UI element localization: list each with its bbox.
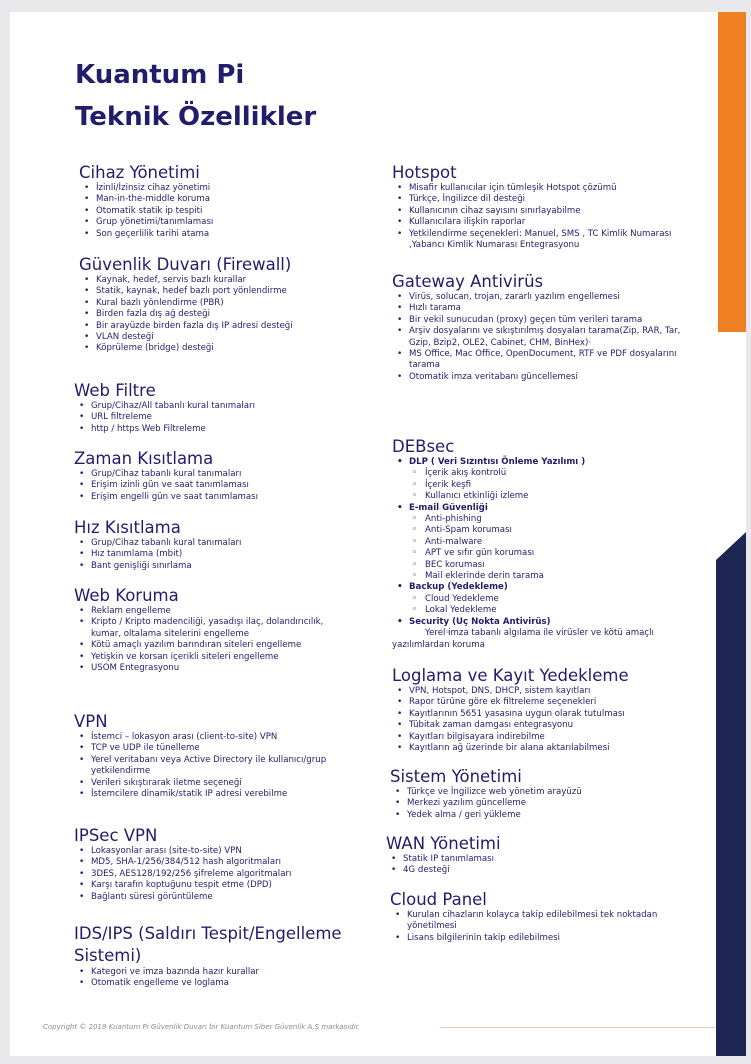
list-item: • Bant genişliği sınırlama <box>74 561 354 572</box>
group-label: • DLP ( Veri Sızıntısı Önleme Yazılımı ) <box>392 457 682 468</box>
section-loglama <box>392 666 682 754</box>
list-item: • Kötü amaçlı yazılım barındıran siteleri engelleme <box>74 640 354 651</box>
list-item: • Tübitak zaman damgası entegrasyonu <box>392 720 682 731</box>
list-item: • Kayıtların ağ üzerinde bir alana aktarılabilmesi <box>392 743 682 754</box>
section-list <box>74 732 354 800</box>
section-wan <box>386 834 676 877</box>
section-list <box>74 846 354 903</box>
list-item: • Otomatik imza veritabanı güncellemesi <box>392 372 682 383</box>
list-item: • İzinli/İzinsiz cihaz yönetimi <box>79 183 359 194</box>
list-item: • Merkezi yazılım güncelleme <box>390 798 680 809</box>
list-item: • Otomatik engelleme ve loglama <box>74 978 374 989</box>
sub-list-item: ◦ Kullanıcı etkinliği izleme <box>392 491 682 502</box>
list-item: • Man-in-the-middle koruma <box>79 194 359 205</box>
list-item: • Grup/Cihaz tabanlı kural tanımaları <box>74 538 354 549</box>
section-heading: IDS/IPS (Saldırı Tespit/Engelleme Sistemi) <box>74 924 342 965</box>
section-webkoruma <box>74 586 354 674</box>
list-item: • Erişim engelli gün ve saat tanımlaması <box>74 492 354 503</box>
list-item: • Kurulan cihazların kolayca takip edilebilmesi tek noktadan yönetilmesi <box>390 910 680 933</box>
section-heading: DEBsec <box>392 437 455 456</box>
section-cihaz <box>79 163 359 240</box>
section-heading: Sistem Yönetimi <box>390 767 522 786</box>
list-item: • Statik, kaynak, hedef bazlı port yönlendirme <box>79 286 359 297</box>
sub-list-item: ◦ İçerik akış kontrolü <box>392 468 682 479</box>
section-heading: Web Koruma <box>74 586 179 605</box>
title-line-1: Kuantum Pi <box>75 60 245 90</box>
list-item: • Bir arayüzde birden fazla dış IP adresi desteği <box>79 321 359 332</box>
section-list <box>390 910 680 944</box>
section-list <box>386 854 676 877</box>
section-heading: Hotspot <box>392 163 457 182</box>
group-label: • Security (Uç Nokta Antivirüs) <box>392 617 682 628</box>
list-item: • USOM Entegrasyonu <box>74 663 354 674</box>
list-item: • Arşiv dosyalarını ve sıkıştırılmış dosyaları tarama(Zip, RAR, Tar, Gzip, Bzip2, OLE2, Cabinet, CHM, BinHex)· <box>392 326 682 349</box>
section-firewall <box>79 255 359 355</box>
list-item: • TCP ve UDP ile tünelleme <box>74 743 354 754</box>
section-list <box>390 787 680 821</box>
list-item: • Kullanıcılara ilişkin raporlar <box>392 217 682 228</box>
list-item: • Virüs, solucan, trojan, zararlı yazılım engellemesi <box>392 292 682 303</box>
section-vpn <box>74 712 354 800</box>
section-hotspot <box>392 163 682 251</box>
list-item: • Bir vekil sunucudan (proxy) geçen tüm verileri tarama <box>392 315 682 326</box>
list-item: • URL filtreleme <box>74 412 354 423</box>
sub-list-item: ◦ Yerel imza tabanlı algılama ile virüsler ve kötü amaçlı yazılımlardan koruma <box>392 628 682 651</box>
orange-accent-bar <box>718 12 746 332</box>
section-heading: Güvenlik Duvarı (Firewall) <box>79 255 292 274</box>
navy-accent-bar <box>716 532 746 1056</box>
section-heading: Loglama ve Kayıt Yedekleme <box>392 666 629 685</box>
sub-list-item: ◦ Lokal Yedekleme <box>392 605 682 616</box>
section-list <box>74 469 354 503</box>
list-item: • VLAN desteği <box>79 332 359 343</box>
list-item: • Türkçe ve İngilizce web yönetim arayüzü <box>390 787 680 798</box>
list-item: • Otomatik statik ip tespiti <box>79 206 359 217</box>
list-item: • 4G desteği <box>386 865 676 876</box>
section-heading: Hız Kısıtlama <box>74 518 181 537</box>
section-hiz <box>74 518 354 572</box>
list-item: • Karşı tarafın koptuğunu tespit etme (DPD) <box>74 880 354 891</box>
section-list <box>392 686 682 754</box>
list-item: • Hız tanımlama (mbit) <box>74 549 354 560</box>
list-item: • Lisans bilgilerinin takip edilebilmesi <box>390 933 680 944</box>
list-item: • Yetişkin ve korsan içerikli siteleri engelleme <box>74 652 354 663</box>
sub-list-item: ◦ Anti-Spam koruması <box>392 525 682 536</box>
list-item: • VPN, Hotspot, DNS, DHCP, sistem kayıtları <box>392 686 682 697</box>
section-heading: Zaman Kısıtlama <box>74 449 214 468</box>
list-item: • Misafir kullanıcılar için tümleşik Hotspot çözümü <box>392 183 682 194</box>
section-list <box>392 292 682 383</box>
sub-list-item: ◦ Anti-malware <box>392 537 682 548</box>
list-item: • Verileri sıkıştırarak iletme seçeneği <box>74 778 354 789</box>
list-item: • Lokasyonlar arası (site-to-site) VPN <box>74 846 354 857</box>
list-item: • Kaynak, hedef, servis bazlı kurallar <box>79 275 359 286</box>
section-heading: WAN Yönetimi <box>386 834 501 853</box>
section-list <box>79 183 359 240</box>
sub-list-item: ◦ Mail eklerinde derin tarama <box>392 571 682 582</box>
list-item: • Grup/Cihaz/All tabanlı kural tanımaları <box>74 401 354 412</box>
section-webfiltre <box>74 381 354 435</box>
list-item: • MS Office, Mac Office, OpenDocument, RTF ve PDF dosyalarını tarama <box>392 349 682 372</box>
section-heading: Web Filtre <box>74 381 156 400</box>
list-item: • Birden fazla dış ağ desteği <box>79 309 359 320</box>
section-list <box>74 967 374 990</box>
section-ids <box>74 923 374 990</box>
list-item: • Köprüleme (bridge) desteği <box>79 343 359 354</box>
section-list <box>392 183 682 251</box>
list-item: • Grup/Cihaz tabanlı kural tanımaları <box>74 469 354 480</box>
section-list <box>74 538 354 572</box>
section-zaman <box>74 449 354 503</box>
list-item: • MD5, SHA-1/256/384/512 hash algoritmaları <box>74 857 354 868</box>
section-heading: IPSec VPN <box>74 826 158 845</box>
list-item: • Yetkilendirme seçenekleri: Manuel, SMS , TC Kimlik Numarası ,Yabancı Kimlik Numarası Entegrasyonu <box>392 229 682 252</box>
section-list <box>74 401 354 435</box>
list-item: • İstemcilere dinamik/statik IP adresi verebilme <box>74 789 354 800</box>
section-list <box>79 275 359 355</box>
list-item: • Kayıtlarının 5651 yasasına uygun olarak tutulması <box>392 709 682 720</box>
list-item: • Kural bazlı yönlendirme (PBR) <box>79 298 359 309</box>
section-debsec <box>392 437 682 651</box>
list-item: • Statik IP tanımlaması <box>386 854 676 865</box>
section-heading: VPN <box>74 712 108 731</box>
page-title <box>75 54 316 138</box>
list-item: • Reklam engelleme <box>74 606 354 617</box>
list-item: • Kayıtları bilgisayara indirebilme <box>392 732 682 743</box>
list-item: • Türkçe, İngilizce dil desteği <box>392 194 682 205</box>
list-item: • Yedek alma / geri yükleme <box>390 810 680 821</box>
sub-list-item: ◦ BEC koruması <box>392 560 682 571</box>
list-item: • Erişim izinli gün ve saat tanımlaması <box>74 480 354 491</box>
section-sistem <box>390 767 680 821</box>
list-item: • Kullanıcının cihaz sayısını sınırlayabilme <box>392 206 682 217</box>
section-heading: Cihaz Yönetimi <box>79 163 200 182</box>
sub-list-item: ◦ İçerik keşfi <box>392 480 682 491</box>
section-cloud <box>390 890 680 944</box>
list-item: • İstemci – lokasyon arası (client-to-site) VPN <box>74 732 354 743</box>
section-list <box>74 606 354 674</box>
viewer-top-strip <box>0 0 751 12</box>
section-heading: Cloud Panel <box>390 890 487 909</box>
section-heading: Gateway Antivirüs <box>392 272 544 291</box>
list-item: • Hızlı tarama <box>392 303 682 314</box>
document-page <box>10 12 746 1056</box>
sub-list-item: ◦ APT ve sıfır gün koruması <box>392 548 682 559</box>
copyright-footer: Copyright © 2019 Kuantum Pi Güvenlik Duvarı bir Kuantum Siber Güvenlik A.Ş markasıdır. <box>43 1023 361 1031</box>
list-item: • Kripto / Kripto madenciliği, yasadışı ilaç, dolandırıcılık, kumar, oltalama sitelerini engelleme <box>74 617 354 640</box>
list-item: • Grup yönetimi/tanımlaması <box>79 217 359 228</box>
list-item: • Yerel veritabanı veya Active Directory ile kullanıcı/grup yetkilendirme <box>74 755 354 778</box>
group-label: • Backup (Yedekleme) <box>392 582 682 593</box>
list-item: • 3DES, AES128/192/256 şifreleme algoritmaları <box>74 869 354 880</box>
group-label: • E-mail Güvenliği <box>392 503 682 514</box>
list-item: • Bağlantı süresi görüntüleme <box>74 892 354 903</box>
title-line-2: Teknik Özellikler <box>75 102 317 132</box>
sub-list-item: ◦ Anti-phishing <box>392 514 682 525</box>
list-item: • http / https Web Filtreleme <box>74 424 354 435</box>
list-item: • Rapor türüne göre ek filtreleme seçenekleri <box>392 697 682 708</box>
section-antivirus <box>392 272 682 383</box>
section-ipsec <box>74 826 354 903</box>
sub-list-item: ◦ Cloud Yedekleme <box>392 594 682 605</box>
list-item: • Son geçerlilik tarihi atama <box>79 229 359 240</box>
footer-rule <box>440 1027 715 1028</box>
list-item: • Kategori ve imza bazında hazır kurallar <box>74 967 374 978</box>
section-list <box>392 457 682 651</box>
